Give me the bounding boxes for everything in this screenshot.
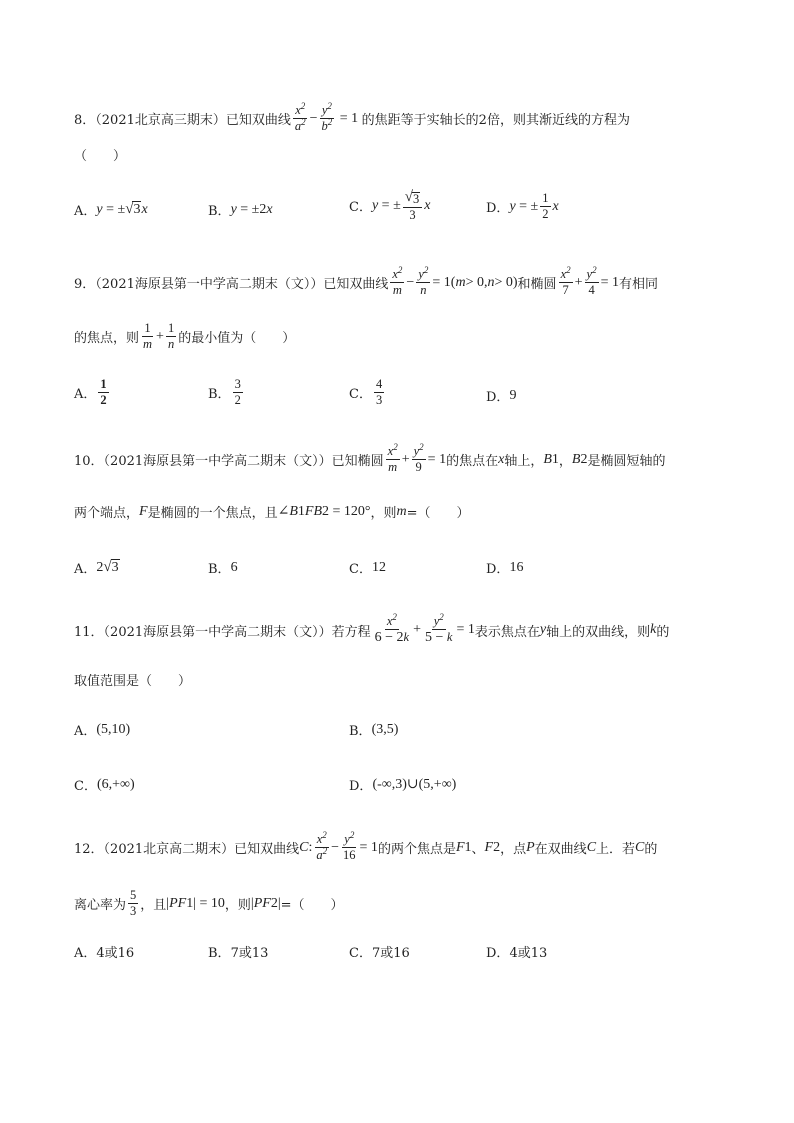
question-12-line-2: 离心率为 $\frac{5}{3}$ ，且 | PF 1 | = 10 ，则 | PF 2 | =（ ） (74, 888, 344, 919)
q9-option-c: C． $\frac{4}{3}$ (349, 377, 383, 408)
q10-option-c: C． 12 (349, 559, 386, 577)
q12-option-b: B． 7或13 (208, 946, 269, 961)
q12-option-a: A． 4或16 (74, 946, 135, 961)
q11-option-b: B． (3,5) (349, 721, 399, 739)
q10-option-b: B． 6 (208, 559, 238, 577)
question-11-line-2: 取值范围是（ ） (74, 674, 192, 689)
question-10-line-1: 10．（2021海原县第一中学高二期末（文））已知椭圆 $\frac{x^2}{m}$ + $\frac{y^2}{9}$ = 1 的焦点在 x 轴上， B 1 ， B 2 是椭圆短轴的 (74, 441, 666, 475)
q9-option-a: A． $\frac{1}{2}$ (74, 377, 107, 408)
q9-option-d: D． 9 (486, 387, 517, 405)
question-9-line-1: 9．（2021海原县第一中学高二期末（文））已知双曲线 $\frac{x^2}{m}$ − $\frac{y^2}{n}$ = 1( m > 0, n > 0) 和椭圆 $\frac{x^2}{7}$ + $\frac{y^2}{4}$ = 1 有相同 (74, 264, 659, 298)
q12-option-c: C． 7或16 (349, 946, 410, 961)
q11-option-a: A． (5,10) (74, 721, 131, 739)
q8-stem-end: 的焦距等于实轴长的2倍，则其渐近线的方程为 (361, 113, 630, 129)
question-12-line-1: 12．（2021北京高二期末）已知双曲线 C : $\frac{x^2}{a^2}$ − $\frac{y^2}{16}$ = 1 的两个焦点是 F 1 、 F 2 ，点 P 在双曲线 C 上．若 C 的 (74, 829, 658, 863)
q8-option-c: C． y = ± √ 3 3 x (349, 189, 431, 222)
q10-option-a: A． 2 √ 3 (74, 559, 119, 577)
question-11-line-1: 11．（2021海原县第一中学高二期末（文））若方程 $\frac{x^2}{6 - 2k}$ + $\frac{y^2}{5 - k}$ = 1 表示焦点在 y 轴上的双曲线，则 k 的 (74, 611, 670, 646)
q10-option-d: D． 16 (486, 559, 524, 577)
question-9-line-2: 的焦点，则 $\frac{1}{m}$ + $\frac{1}{n}$ 的最小值为（ ） (74, 321, 296, 352)
question-8-line-1: 8．（2021北京高三期末）已知双曲线 $\frac{x^2}{a^2}$ − $\frac{y^2}{b^2}$ = 1 的焦距等于实轴长的2倍，则其渐近线的方程为 (74, 100, 630, 134)
q8-stem: 8．（2021北京高三期末）已知双曲线 (74, 113, 291, 129)
q8-option-d: D． y = ± $\frac{1}{2}$ x (486, 191, 559, 222)
question-10-line-2: 两个端点， F 是椭圆的一个焦点，且 ∠ B 1 FB 2 = 120° ，则 m =（ ） (74, 503, 470, 521)
q12-option-d: D． 4或13 (486, 946, 548, 961)
q8-option-a: A． y = ± √ 3 x (74, 201, 148, 219)
q8-answer-paren: （ ） (74, 149, 127, 164)
q8-frac-y: $\frac{y^2}{b^2}$ (321, 100, 333, 134)
q11-option-c: C． (6,+∞) (74, 776, 135, 794)
q8-frac-x: $\frac{x^2}{a^2}$ (294, 100, 306, 134)
q9-option-b: B． $\frac{3}{2}$ (208, 377, 241, 408)
q8-option-b: B． y = ±2 x (208, 201, 273, 219)
q11-option-d: D． (-∞,3)∪(5,+∞) (349, 777, 457, 794)
